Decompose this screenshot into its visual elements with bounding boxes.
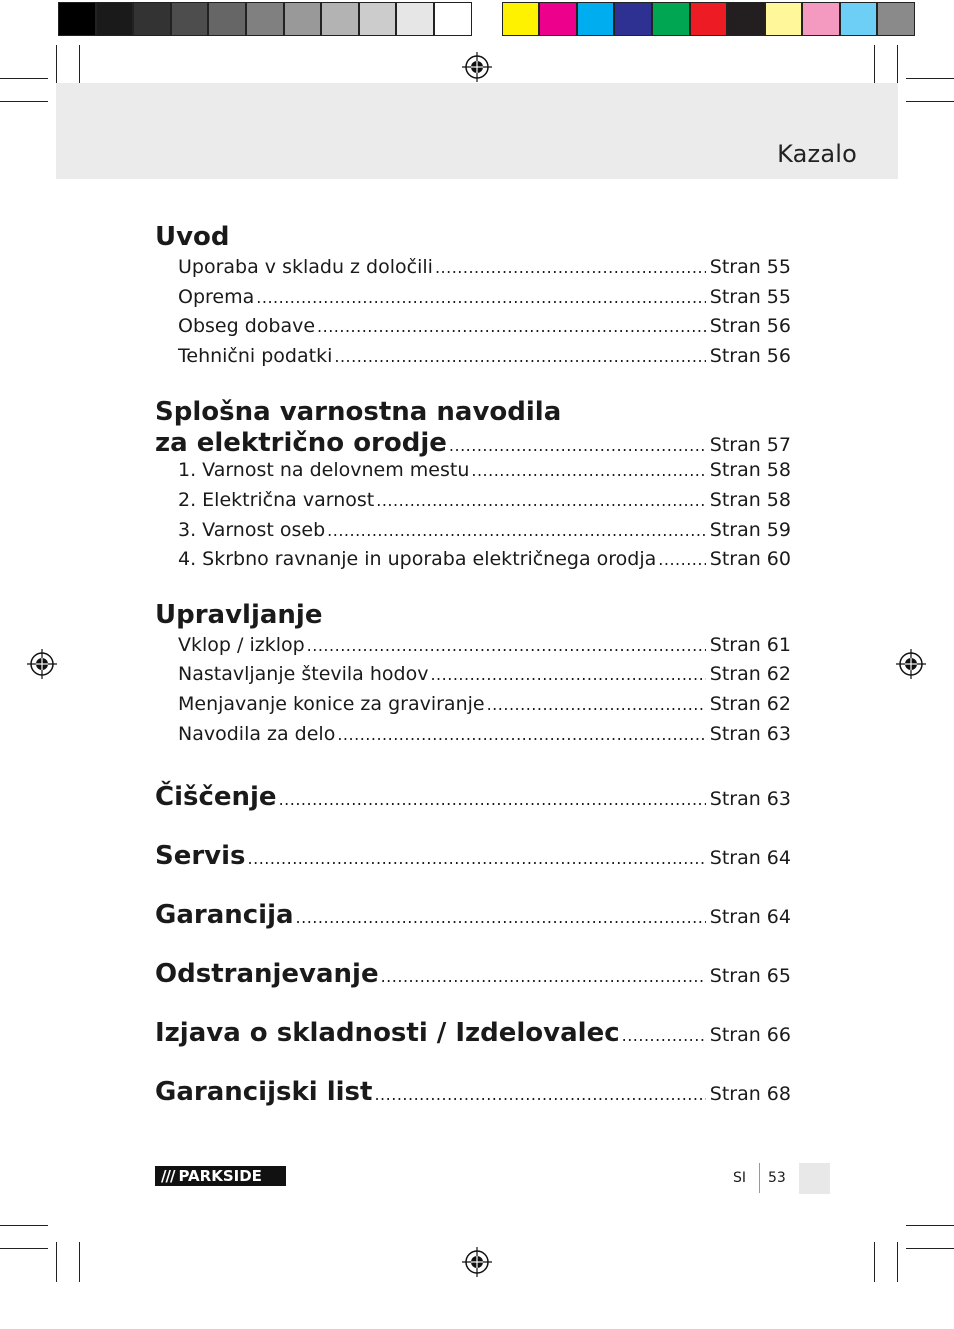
parkside-logo <box>155 1166 286 1186</box>
toc-entry[interactable] <box>155 256 791 286</box>
leader-dots <box>374 1085 706 1104</box>
toc-section-splosna <box>155 397 791 577</box>
toc-entry-page: Stran 62 <box>709 692 791 715</box>
toc-entry[interactable] <box>155 428 791 459</box>
section-heading-label: Splošna varnostna navodila <box>155 397 562 428</box>
color-swatch <box>840 2 878 36</box>
crop-mark-icon <box>897 1242 898 1282</box>
toc-entry-page: Stran 56 <box>709 315 791 338</box>
color-swatch <box>208 2 246 36</box>
color-swatch <box>877 2 915 36</box>
section-heading-label: Izjava o skladnosti / Izdelovalec <box>155 1018 620 1049</box>
page-number: 53 <box>768 1170 786 1186</box>
toc-entry-label: 2. Električna varnost <box>178 488 375 511</box>
leader-dots <box>296 908 706 927</box>
toc-entry-page: Stran 57 <box>709 434 791 457</box>
logo-text: PARKSIDE <box>178 1167 262 1185</box>
toc-entry-label: Menjavanje konice za graviranje <box>178 692 485 715</box>
section-heading-label: Servis <box>155 841 246 872</box>
toc-entry[interactable] <box>155 459 791 489</box>
color-swatch <box>284 2 322 36</box>
crop-mark-icon <box>79 1242 80 1282</box>
section-heading-label: za električno orodje <box>155 428 447 459</box>
section-heading[interactable] <box>155 222 791 256</box>
toc-entry[interactable] <box>155 723 791 753</box>
toc-entry-label: Vklop / izklop <box>178 633 305 656</box>
crop-mark-icon <box>906 101 954 102</box>
section-heading[interactable] <box>155 600 791 634</box>
toc-entry-label: 3. Varnost oseb <box>178 518 326 541</box>
color-swatch <box>434 2 472 36</box>
toc-entry-page: Stran 64 <box>709 906 791 929</box>
crop-mark-icon <box>56 1242 57 1282</box>
toc-entry-page: Stran 56 <box>709 344 791 367</box>
table-of-contents <box>155 222 791 1136</box>
toc-entry-label: Uporaba v skladu z določili <box>178 256 433 278</box>
color-swatch <box>577 2 615 36</box>
toc-entry-page: Stran 60 <box>709 548 791 571</box>
logo-slashes: /// <box>161 1167 175 1185</box>
leader-dots <box>248 849 706 868</box>
crop-mark-icon <box>0 78 48 79</box>
crop-mark-icon <box>56 45 57 85</box>
toc-entry-label: 4. Skrbno ravnanje in uporaba električnega orodja <box>178 548 657 571</box>
toc-entry[interactable] <box>155 489 791 519</box>
toc-section-upravljanje <box>155 600 791 752</box>
toc-entry-page: Stran 65 <box>709 965 791 988</box>
color-swatch <box>246 2 284 36</box>
color-swatch <box>171 2 209 36</box>
leader-dots <box>622 1026 706 1045</box>
footer-box <box>799 1163 830 1194</box>
toc-entry-label: Obseg dobave <box>178 315 316 338</box>
toc-entry-label: Tehnični podatki <box>178 344 333 367</box>
section-heading-label: Garancija <box>155 900 294 931</box>
footer-divider <box>759 1163 760 1193</box>
crop-mark-icon <box>897 45 898 85</box>
color-swatch <box>133 2 171 36</box>
color-swatch <box>539 2 577 36</box>
crop-mark-icon <box>79 45 80 85</box>
leader-dots <box>317 317 706 336</box>
toc-main-entry[interactable] <box>155 900 791 959</box>
toc-entry[interactable] <box>155 286 791 316</box>
leader-dots <box>376 491 706 510</box>
leader-dots <box>658 550 706 569</box>
color-swatch <box>321 2 359 36</box>
section-heading-label: Odstranjevanje <box>155 959 379 990</box>
section-heading-label: Upravljanje <box>155 599 323 630</box>
toc-entry[interactable] <box>155 519 791 549</box>
toc-entry-page: Stran 59 <box>709 518 791 541</box>
registration-mark-icon <box>462 52 492 82</box>
section-heading[interactable] <box>155 397 791 428</box>
registration-mark-icon <box>896 649 926 679</box>
page-title: Kazalo <box>777 140 857 168</box>
leader-dots <box>256 288 706 307</box>
section-heading-label: Čiščenje <box>155 782 277 813</box>
section-heading-label: Uvod <box>155 222 230 252</box>
toc-main-entry[interactable] <box>155 782 791 841</box>
toc-entry[interactable] <box>155 693 791 723</box>
crop-mark-icon <box>0 101 48 102</box>
toc-main-entry[interactable] <box>155 1018 791 1077</box>
toc-entry[interactable] <box>155 663 791 693</box>
header-band <box>56 83 898 179</box>
color-swatch <box>396 2 434 36</box>
toc-entry-page: Stran 68 <box>709 1083 791 1106</box>
toc-entry-page: Stran 64 <box>709 847 791 870</box>
color-swatch <box>614 2 652 36</box>
color-swatch <box>58 2 96 36</box>
leader-dots <box>471 461 706 480</box>
color-calibration-bar <box>58 2 915 38</box>
leader-dots <box>334 347 706 366</box>
toc-entry[interactable] <box>155 548 791 578</box>
leader-dots <box>337 725 706 744</box>
leader-dots <box>430 665 706 684</box>
crop-mark-icon <box>0 1248 48 1249</box>
toc-entry[interactable] <box>155 634 791 664</box>
crop-mark-icon <box>0 1225 48 1226</box>
toc-entry[interactable] <box>155 315 791 345</box>
language-code: SI <box>733 1170 747 1186</box>
leader-dots <box>435 258 706 277</box>
crop-mark-icon <box>906 1225 954 1226</box>
toc-entry-label: 1. Varnost na delovnem mestu <box>178 459 470 482</box>
toc-entry-label: Oprema <box>178 285 255 308</box>
color-swatch <box>502 2 540 36</box>
leader-dots <box>449 436 706 455</box>
leader-dots <box>487 695 706 714</box>
toc-main-entry[interactable] <box>155 1077 791 1136</box>
toc-entry-page: Stran 58 <box>709 488 791 511</box>
toc-entry-page: Stran 62 <box>709 663 791 686</box>
toc-entry-label: Nastavljanje števila hodov <box>178 663 429 686</box>
crop-mark-icon <box>906 1248 954 1249</box>
color-swatch <box>359 2 397 36</box>
toc-entry-page: Stran 63 <box>709 788 791 811</box>
toc-entry-page: Stran 55 <box>709 285 791 308</box>
section-heading-label: Garancijski list <box>155 1077 373 1108</box>
toc-entry-page: Stran 66 <box>709 1024 791 1047</box>
crop-mark-icon <box>874 1242 875 1282</box>
registration-mark-icon <box>27 649 57 679</box>
leader-dots <box>327 521 706 540</box>
toc-section-uvod <box>155 222 791 374</box>
toc-entry[interactable] <box>155 345 791 375</box>
leader-dots <box>307 636 706 655</box>
registration-mark-icon <box>462 1247 492 1277</box>
toc-entry-page: Stran 55 <box>709 256 791 278</box>
toc-main-entry[interactable] <box>155 841 791 900</box>
toc-entry-label: Navodila za delo <box>178 722 336 745</box>
toc-entry-page: Stran 61 <box>709 633 791 656</box>
color-swatch <box>652 2 690 36</box>
color-swatch <box>690 2 728 36</box>
toc-main-entry[interactable] <box>155 959 791 1018</box>
toc-entry-page: Stran 63 <box>709 722 791 745</box>
color-swatch <box>765 2 803 36</box>
leader-dots <box>279 790 706 809</box>
color-swatch <box>727 2 765 36</box>
color-swatch <box>802 2 840 36</box>
toc-entry-page: Stran 58 <box>709 459 791 482</box>
leader-dots <box>381 967 706 986</box>
crop-mark-icon <box>874 45 875 85</box>
color-swatch <box>96 2 134 36</box>
crop-mark-icon <box>906 78 954 79</box>
